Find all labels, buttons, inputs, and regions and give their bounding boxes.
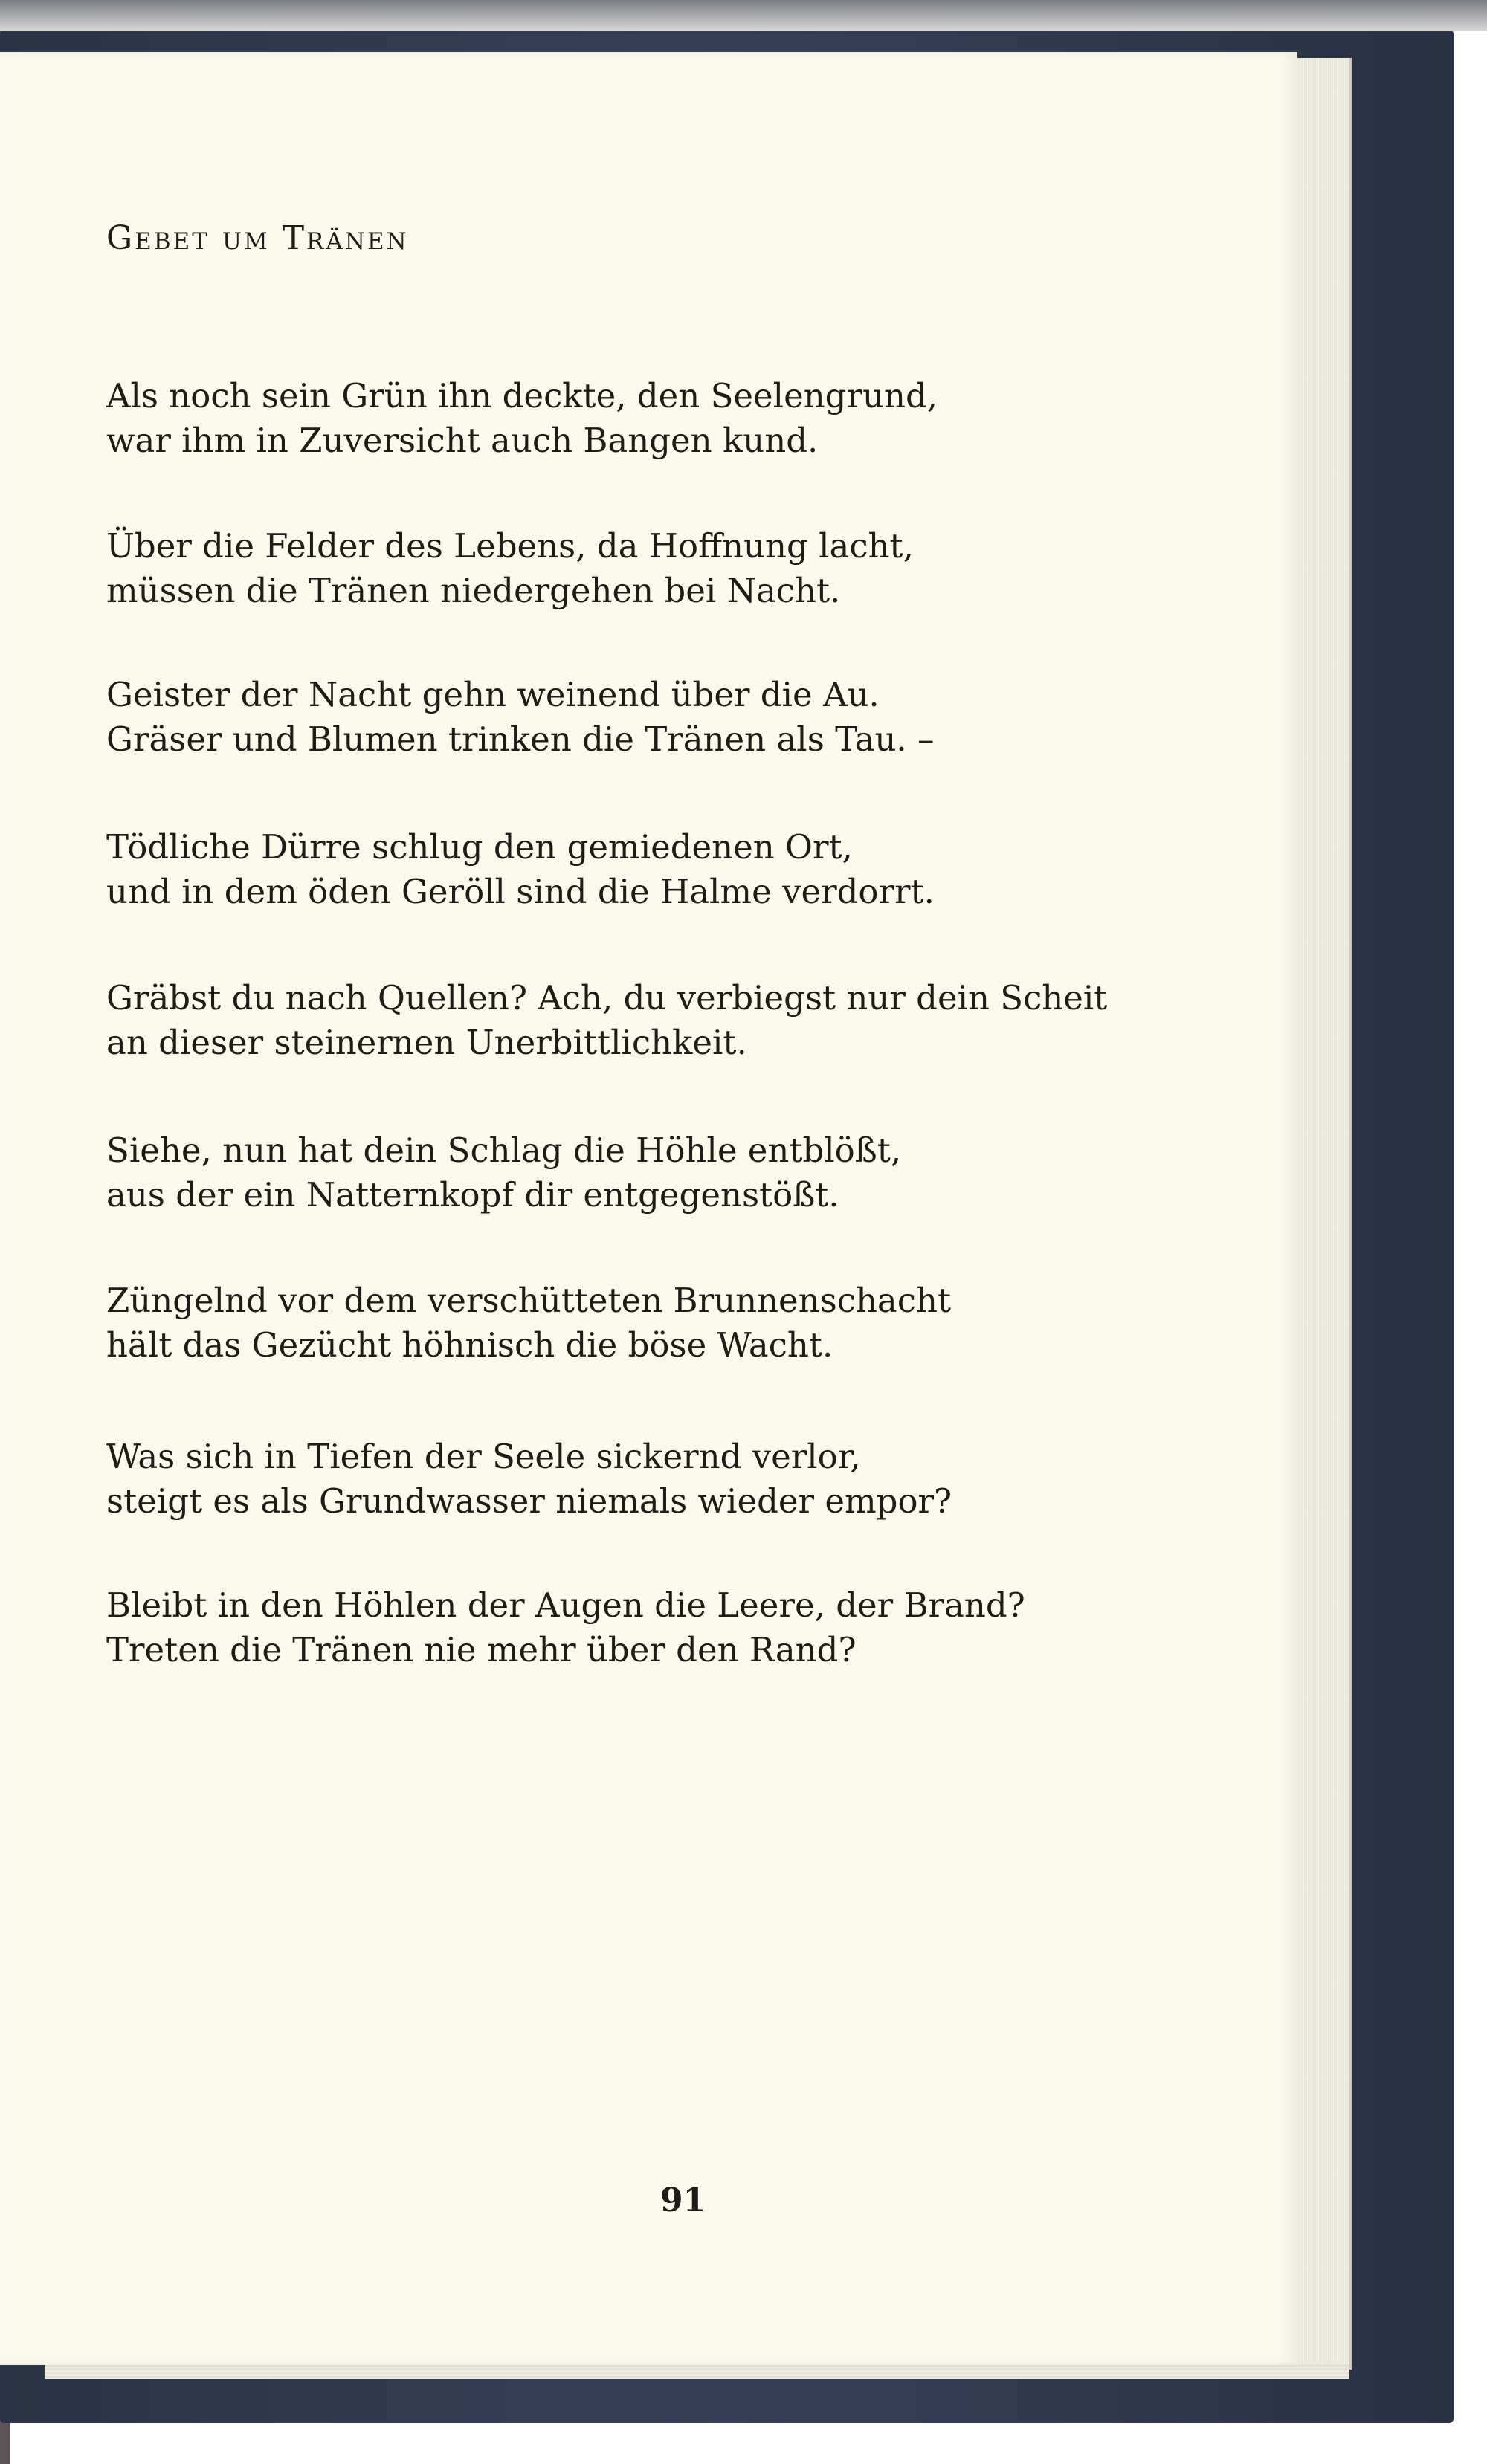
poem-line: an dieser steinernen Unerbittlichkeit.	[106, 1023, 747, 1062]
page-number: 91	[660, 2182, 706, 2219]
poem-line: Gräser und Blumen trinken die Tränen als Tau. –	[106, 720, 935, 759]
poem-line: steigt es als Grundwasser niemals wieder empor?	[106, 1481, 952, 1521]
poem-line: hält das Gezücht höhnisch die böse Wacht.	[106, 1325, 833, 1365]
poem-line: Was sich in Tiefen der Seele sickernd verlor,	[106, 1437, 861, 1476]
stanza-4	[106, 825, 935, 914]
poem-line: Züngelnd vor dem verschütteten Brunnenschacht	[106, 1281, 952, 1320]
poem-line: Treten die Tränen nie mehr über den Rand?	[106, 1630, 857, 1669]
poem-line: Tödliche Dürre schlug den gemiedenen Ort,	[106, 827, 853, 867]
page-fore-edge	[1290, 58, 1352, 2370]
poem-line: und in dem öden Geröll sind die Halme verdorrt.	[106, 872, 935, 911]
poem-line: müssen die Tränen niedergehen bei Nacht.	[106, 571, 841, 610]
stanza-1	[106, 374, 938, 463]
poem-line: Bleibt in den Höhlen der Augen die Leere, der Brand?	[106, 1585, 1025, 1625]
page-bottom-edge	[45, 2364, 1349, 2379]
stanza-5	[106, 976, 1107, 1065]
poem-line: war ihm in Zuversicht auch Bangen kund.	[106, 421, 819, 460]
poem-line: aus der ein Natternkopf dir entgegenstößt.	[106, 1175, 839, 1215]
book-page	[0, 52, 1297, 2365]
stanza-8	[106, 1435, 952, 1524]
poem-line: Als noch sein Grün ihn deckte, den Seelengrund,	[106, 376, 938, 415]
stanza-3	[106, 673, 935, 762]
stanza-6	[106, 1128, 901, 1218]
stanza-2	[106, 524, 914, 613]
poem-line: Gräbst du nach Quellen? Ach, du verbiegst nur dein Scheit	[106, 978, 1108, 1018]
poem-title: Gebet um Tränen	[106, 219, 409, 257]
stanza-7	[106, 1278, 951, 1368]
poem-line: Siehe, nun hat dein Schlag die Höhle entblößt,	[106, 1131, 902, 1170]
cover-top-edge	[0, 0, 1487, 31]
stanza-9	[106, 1583, 1025, 1672]
poem-line: Über die Felder des Lebens, da Hoffnung lacht,	[106, 526, 914, 566]
poem-line: Geister der Nacht gehn weinend über die Au.	[106, 675, 880, 714]
